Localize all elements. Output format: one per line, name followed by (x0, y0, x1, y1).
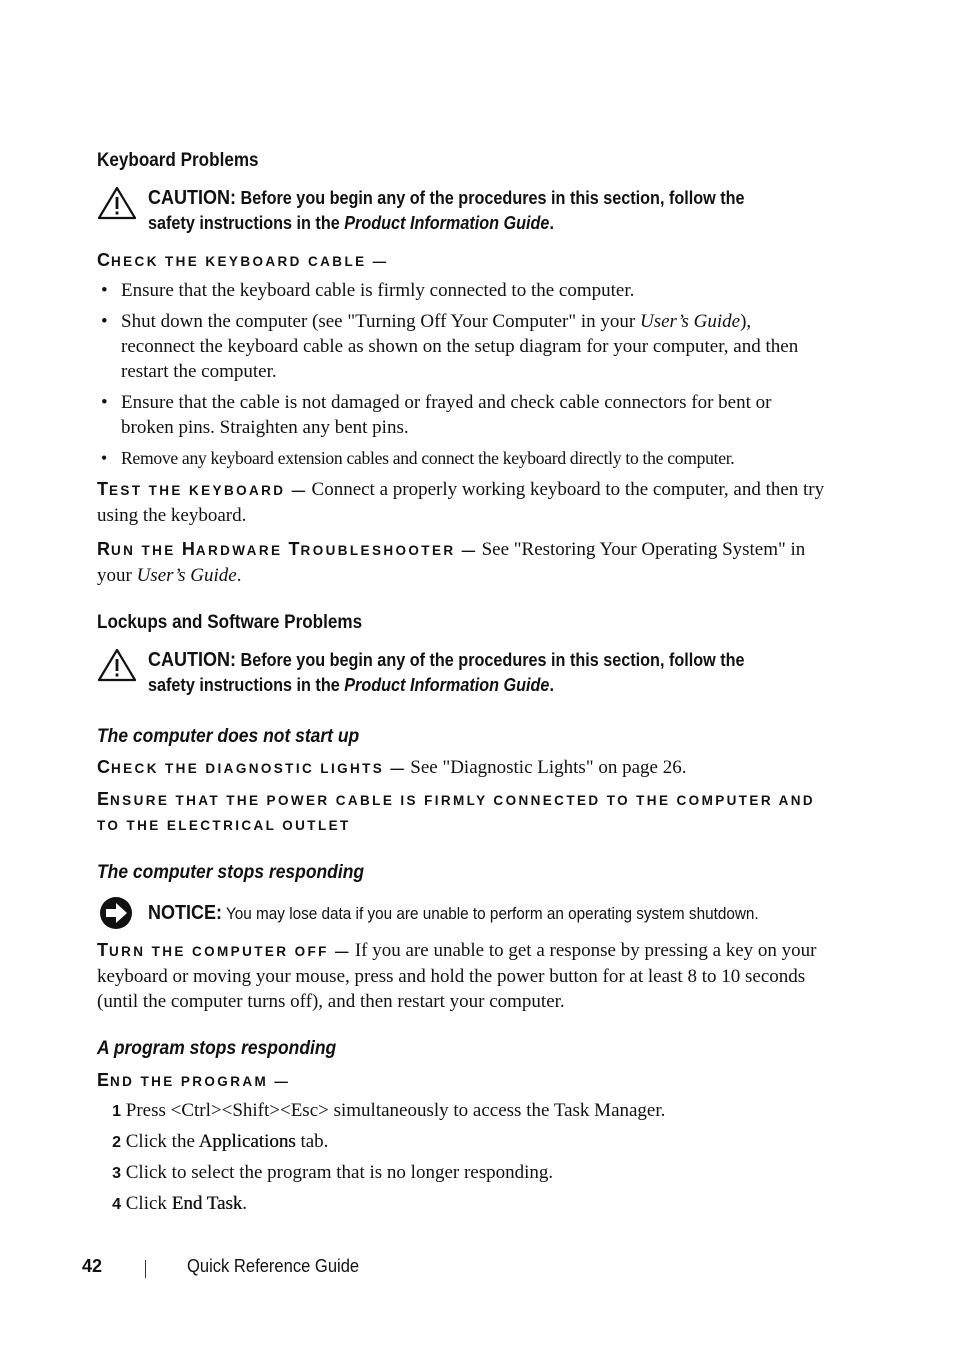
list-item: 2 Click the Applications tab. (112, 1131, 329, 1152)
list-item: 3 Click to select the program that is no longer responding. (112, 1162, 554, 1183)
warning-triangle-icon (97, 648, 137, 682)
list-item: 1 Press <Ctrl><Shift><Esc> simultaneously to access the Task Manager. (112, 1100, 666, 1121)
keyboard-heading: Keyboard Problems (97, 150, 259, 171)
not-start-heading: The computer does not start up (97, 726, 360, 747)
keyboard-bullets (97, 278, 827, 471)
list-item: • Ensure that the cable is not damaged or frayed and check cable connectors for bent or broken pins. Straighten any bent pins. (101, 392, 772, 438)
users-guide-ref: User’s Guide (640, 311, 741, 332)
footer-divider (145, 1260, 146, 1278)
check-cable-label: CHECK THE KEYBOARD CABLE — (97, 250, 389, 270)
turn-off-para: TURN THE COMPUTER OFF — If you are unable to get a response by pressing a key on your keyboard or moving your mouse, press and hold the power button for at least 8 to 10 seconds (until the computer turns off), and then restart your computer. (97, 940, 817, 1012)
caution-block (97, 648, 827, 698)
page-number: 42 (82, 1256, 103, 1276)
notice-label: NOTICE: (148, 901, 222, 924)
warning-triangle-icon (97, 186, 137, 220)
list-item: • Ensure that the keyboard cable is firmly connected to the computer. (101, 280, 635, 301)
list-item: 4 Click End Task. (112, 1193, 248, 1214)
diagnostic-lights-para: CHECK THE DIAGNOSTIC LIGHTS — See "Diagnostic Lights" on page 26. (97, 757, 687, 778)
page-content (97, 150, 827, 1222)
end-program-label: END THE PROGRAM — (97, 1070, 291, 1090)
guide-title: Product Information Guide (344, 675, 550, 695)
notice-block (97, 896, 827, 930)
notice-text: NOTICE: You may lose data if you are unable to perform an operating system shutdown. (148, 901, 759, 924)
caution-text: CAUTION: Before you begin any of the procedures in this section, follow the safety instructions in the Product Information Guide. (148, 649, 745, 695)
footer-title: Quick Reference Guide (187, 1256, 360, 1276)
guide-title: Product Information Guide (344, 213, 550, 233)
caution-text: CAUTION: Before you begin any of the procedures in this section, follow the safety instructions in the Product Information Guide. (148, 187, 745, 233)
power-cable-label: ENSURE THAT THE POWER CABLE IS FIRMLY CONNECTED TO THE COMPUTER AND TO THE ELECTRICAL OUTLET (97, 789, 816, 833)
end-program-steps (97, 1098, 827, 1217)
caution-label: CAUTION: (148, 187, 236, 209)
test-keyboard-para: TEST THE KEYBOARD — Connect a properly working keyboard to the computer, and then try using the keyboard. (97, 479, 825, 526)
list-item: • Shut down the computer (see "Turning Off Your Computer" in your User’s Guide), reconnect the keyboard cable as shown on the setup diagram for your computer, and then restart the computer. (101, 311, 799, 382)
lockups-heading: Lockups and Software Problems (97, 612, 363, 633)
program-heading: A program stops responding (97, 1038, 337, 1059)
notice-arrow-icon (99, 896, 133, 930)
list-item: • Remove any keyboard extension cables and connect the keyboard directly to the computer. (101, 448, 735, 468)
caution-label: CAUTION: (148, 649, 236, 671)
hardware-troubleshooter-para: RUN THE HARDWARE TROUBLESHOOTER — See "Restoring Your Operating System" in your User’s Guide. (97, 539, 806, 586)
stops-heading: The computer stops responding (97, 862, 365, 883)
caution-block (97, 186, 827, 236)
